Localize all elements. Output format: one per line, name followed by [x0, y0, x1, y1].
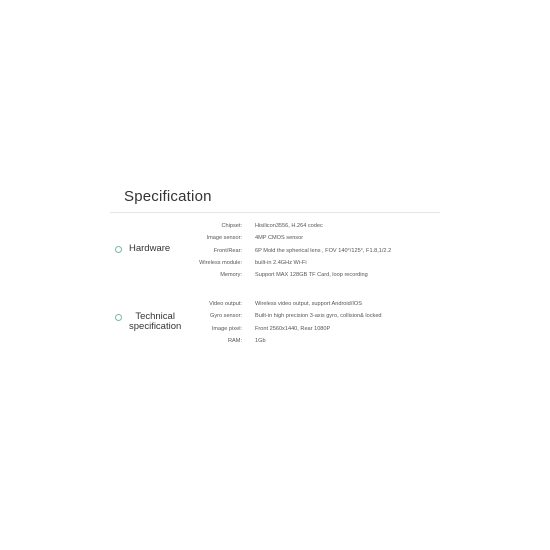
spec-row: [110, 310, 440, 322]
spec-rows: [110, 298, 440, 347]
spec-key: Front/Rear:: [213, 247, 242, 254]
spec-value: 4MP CMOS sensor: [255, 235, 304, 242]
spec-value: Hisilicon3556, H.264 codec: [255, 223, 323, 229]
spec-value: Built-in high precision 3-axis gyro, collision& locked: [255, 313, 382, 320]
spec-row: [110, 245, 440, 257]
spec-value: built-in 2.4GHz Wi-Fi: [255, 259, 307, 266]
page-title: Specification: [124, 188, 212, 205]
spec-value: 6P Mold the spherical lens , FOV 140°/125°, F1.8,1/2.2: [255, 247, 392, 254]
spec-value: Wireless video output, support Android/IOS: [255, 301, 362, 307]
spec-value: Front 2560x1440, Rear 1080P: [255, 325, 331, 332]
spec-row: [110, 220, 440, 232]
spec-key: Chipset:: [221, 223, 242, 229]
spec-key: Wireless module:: [199, 259, 242, 266]
spec-row: [110, 323, 440, 335]
title-divider: [110, 212, 440, 213]
spec-row: [110, 257, 440, 269]
spec-value: 1Gb: [255, 337, 266, 344]
section-label-text: Hardware: [129, 243, 171, 254]
spec-key: Video output:: [209, 301, 242, 307]
spec-row: [110, 335, 440, 347]
spec-key: Image sensor:: [206, 235, 242, 242]
spec-key: RAM:: [228, 337, 242, 344]
spec-key: Gyro sensor:: [209, 313, 242, 320]
spec-key: Image pixel:: [211, 325, 242, 332]
section-label-text: Technical specification: [129, 311, 182, 332]
spec-key: Memory:: [220, 272, 242, 279]
spec-row: [110, 269, 440, 281]
spec-value: Support MAX 128GB TF Card, loop recording: [255, 272, 368, 279]
spec-row: [110, 232, 440, 244]
spec-row: [110, 298, 440, 310]
spec-rows: [110, 220, 440, 281]
